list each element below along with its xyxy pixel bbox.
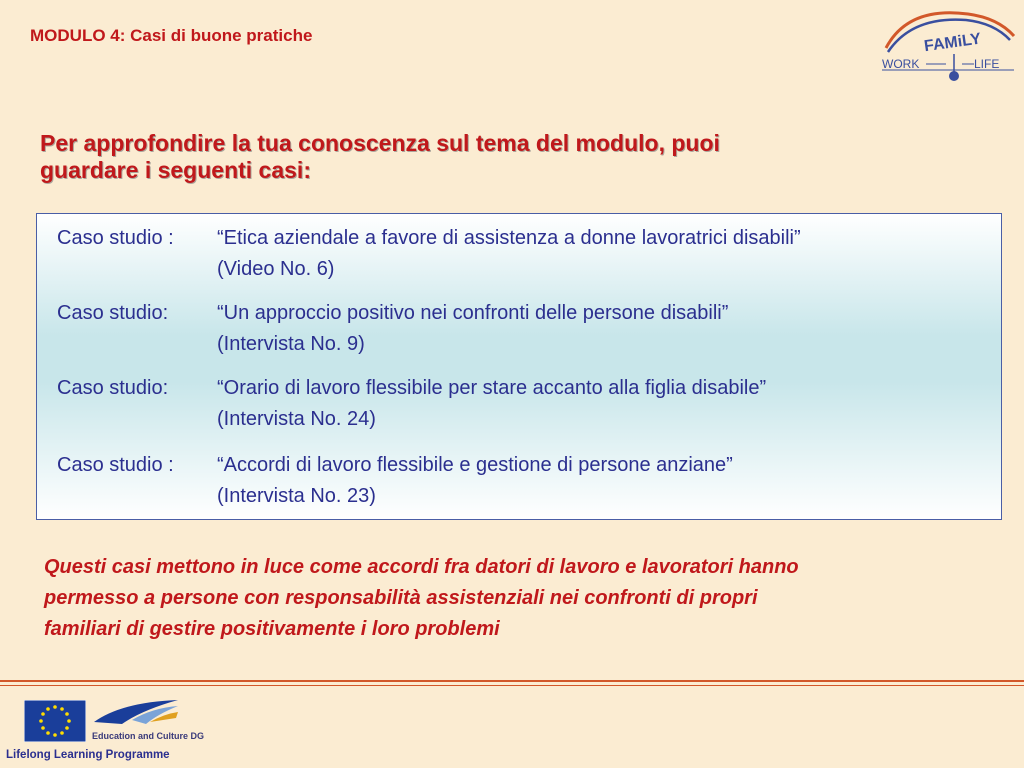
family-work-life-logo <box>878 8 1018 83</box>
footer-divider <box>0 680 1024 682</box>
case-item <box>57 373 767 430</box>
closing-paragraph <box>44 552 1004 645</box>
case-item <box>57 450 733 507</box>
case-reference: (Intervista No. 24) <box>217 408 376 430</box>
education-culture-swoosh-icon <box>92 698 180 730</box>
case-label: Caso studio : <box>57 454 174 476</box>
case-item <box>57 223 801 280</box>
lifelong-learning-label: Lifelong Learning Programme <box>6 749 170 761</box>
logo-work-text: WORK <box>882 57 920 71</box>
heading-line-1: Per approfondire la tua conoscenza sul tema del modulo, puoi <box>40 130 720 156</box>
module-title: MODULO 4: Casi di buone pratiche <box>30 26 313 45</box>
closing-line-3: familiari di gestire positivamente i loro problemi <box>44 618 500 640</box>
education-culture-label: Education and Culture DG <box>92 731 205 741</box>
logo-life-text: LIFE <box>974 57 1000 71</box>
closing-line-2: permesso a persone con responsabilità assistenziali nei confronti di propri <box>44 587 758 609</box>
case-title: “Accordi di lavoro flessibile e gestione di persone anziane” <box>217 454 733 476</box>
case-title: “Un approccio positivo nei confronti delle persone disabili” <box>217 302 729 324</box>
eu-flag-icon <box>24 700 86 742</box>
closing-line-1: Questi casi mettono in luce come accordi fra datori di lavoro e lavoratori hanno <box>44 556 799 578</box>
page-heading <box>40 130 940 184</box>
case-title: “Orario di lavoro flessibile per stare accanto alla figlia disabile” <box>217 377 767 399</box>
case-label: Caso studio: <box>57 377 169 399</box>
case-reference: (Intervista No. 9) <box>217 333 365 355</box>
footer-divider-thin <box>0 685 1024 686</box>
heading-line-2: guardare i seguenti casi: <box>40 157 311 183</box>
case-label: Caso studio : <box>57 227 174 249</box>
logo-family-text: FAMiLY <box>923 30 983 56</box>
case-studies-box <box>36 213 1002 520</box>
case-title: “Etica aziendale a favore di assistenza a donne lavoratrici disabili” <box>217 227 801 249</box>
case-reference: (Video No. 6) <box>217 258 335 280</box>
case-reference: (Intervista No. 23) <box>217 485 376 507</box>
case-label: Caso studio: <box>57 302 169 324</box>
case-item <box>57 298 729 355</box>
